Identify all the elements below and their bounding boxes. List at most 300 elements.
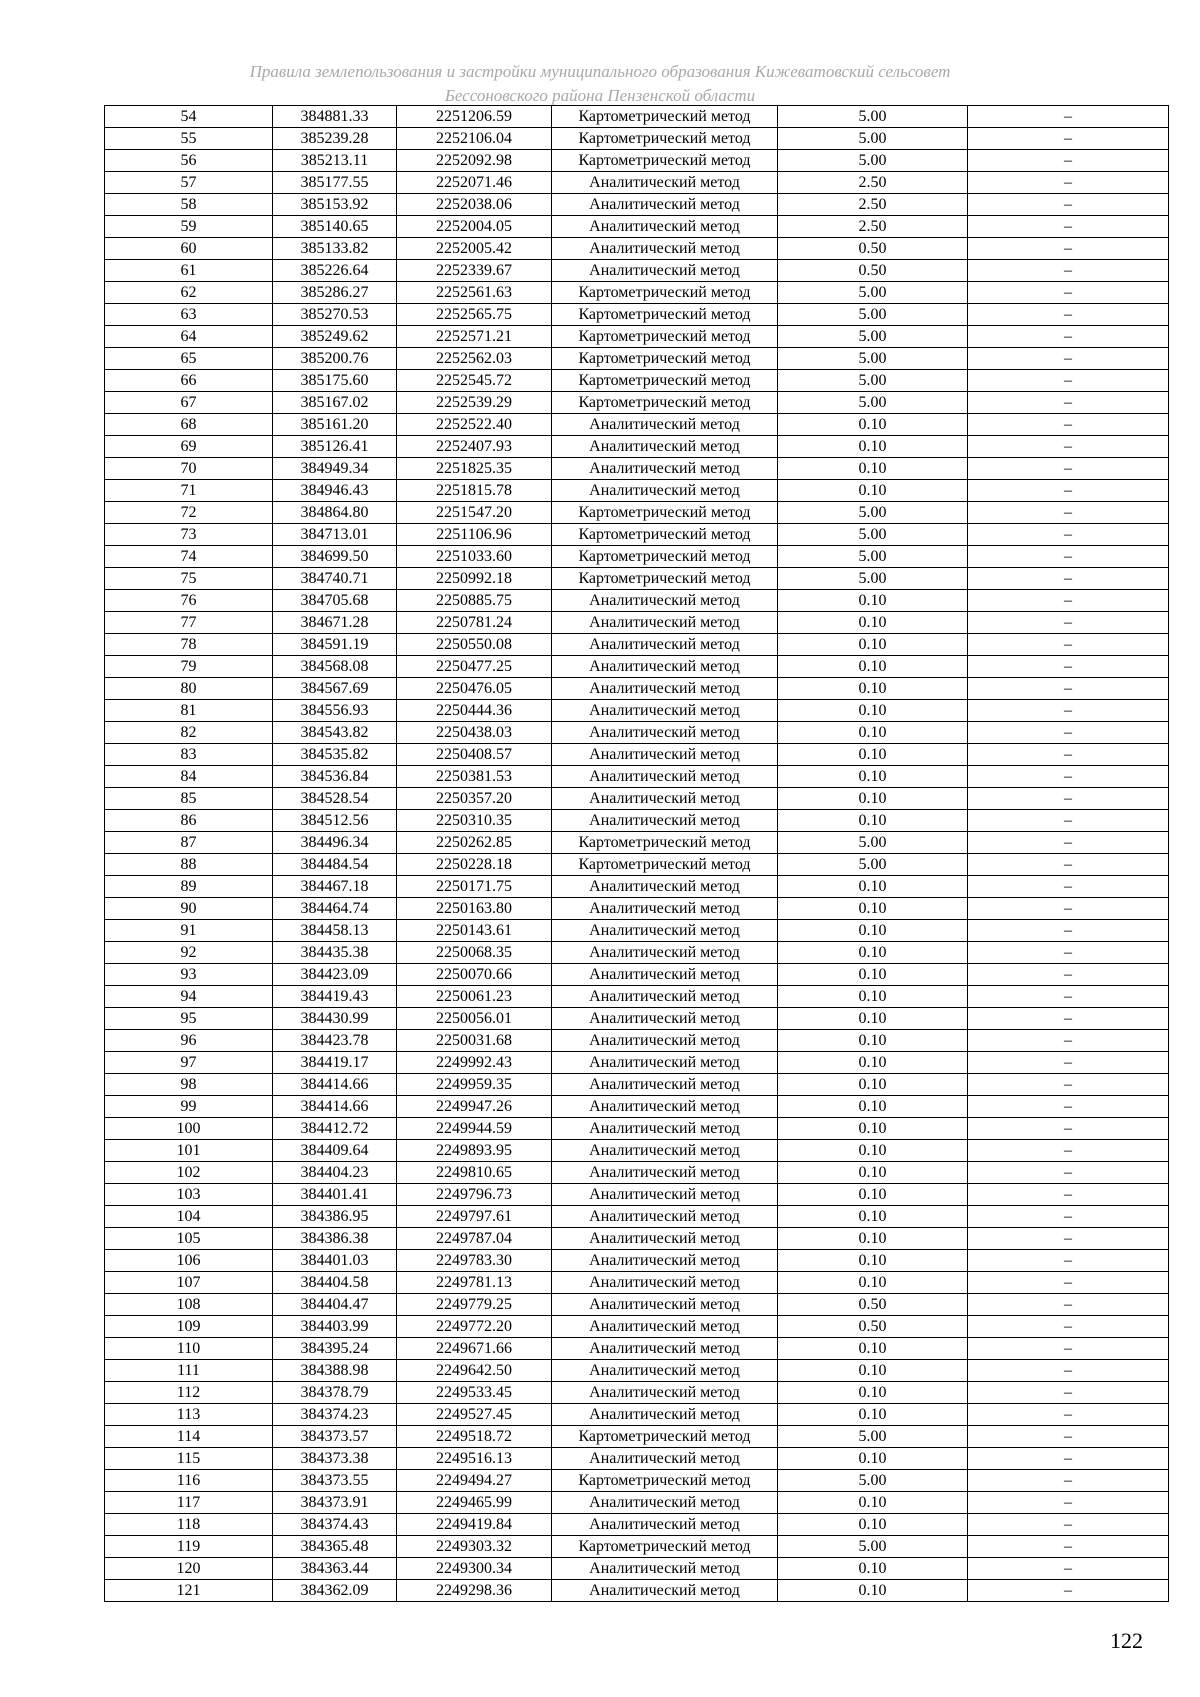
- method-cell: Аналитический метод: [552, 810, 778, 832]
- method-cell: Картометрический метод: [552, 282, 778, 304]
- description-cell: –: [968, 304, 1169, 326]
- description-cell: –: [968, 1074, 1169, 1096]
- description-cell: –: [968, 1162, 1169, 1184]
- description-cell: –: [968, 282, 1169, 304]
- table-row: [105, 194, 1169, 216]
- accuracy-cell: 5.00: [778, 502, 968, 524]
- table-row: [105, 1052, 1169, 1074]
- accuracy-cell: 0.10: [778, 920, 968, 942]
- description-cell: –: [968, 656, 1169, 678]
- description-cell: –: [968, 1184, 1169, 1206]
- y-coordinate-cell: 2249783.30: [397, 1250, 552, 1272]
- accuracy-cell: 0.10: [778, 964, 968, 986]
- y-coordinate-cell: 2252339.67: [397, 260, 552, 282]
- point-number-cell: 83: [105, 744, 273, 766]
- point-number-cell: 89: [105, 876, 273, 898]
- accuracy-cell: 0.10: [778, 1206, 968, 1228]
- accuracy-cell: 0.10: [778, 1492, 968, 1514]
- point-number-cell: 57: [105, 172, 273, 194]
- table-row: [105, 1030, 1169, 1052]
- method-cell: Картометрический метод: [552, 348, 778, 370]
- description-cell: –: [968, 612, 1169, 634]
- description-cell: –: [968, 1250, 1169, 1272]
- y-coordinate-cell: 2252545.72: [397, 370, 552, 392]
- accuracy-cell: 0.10: [778, 1272, 968, 1294]
- description-cell: –: [968, 876, 1169, 898]
- description-cell: –: [968, 1426, 1169, 1448]
- accuracy-cell: 0.10: [778, 986, 968, 1008]
- accuracy-cell: 0.10: [778, 1118, 968, 1140]
- table-row: [105, 1096, 1169, 1118]
- x-coordinate-cell: 384373.91: [273, 1492, 397, 1514]
- description-cell: –: [968, 722, 1169, 744]
- method-cell: Аналитический метод: [552, 766, 778, 788]
- accuracy-cell: 0.10: [778, 414, 968, 436]
- description-cell: –: [968, 458, 1169, 480]
- y-coordinate-cell: 2249527.45: [397, 1404, 552, 1426]
- x-coordinate-cell: 384404.47: [273, 1294, 397, 1316]
- description-cell: –: [968, 634, 1169, 656]
- method-cell: Аналитический метод: [552, 1404, 778, 1426]
- method-cell: Аналитический метод: [552, 634, 778, 656]
- x-coordinate-cell: 384409.64: [273, 1140, 397, 1162]
- accuracy-cell: 5.00: [778, 1470, 968, 1492]
- accuracy-cell: 2.50: [778, 172, 968, 194]
- x-coordinate-cell: 384705.68: [273, 590, 397, 612]
- table-row: [105, 634, 1169, 656]
- accuracy-cell: 5.00: [778, 568, 968, 590]
- x-coordinate-cell: 384365.48: [273, 1536, 397, 1558]
- description-cell: –: [968, 502, 1169, 524]
- y-coordinate-cell: 2249772.20: [397, 1316, 552, 1338]
- description-cell: –: [968, 1096, 1169, 1118]
- method-cell: Аналитический метод: [552, 1118, 778, 1140]
- description-cell: –: [968, 1206, 1169, 1228]
- accuracy-cell: 0.50: [778, 238, 968, 260]
- x-coordinate-cell: 384374.23: [273, 1404, 397, 1426]
- description-cell: –: [968, 1294, 1169, 1316]
- accuracy-cell: 0.50: [778, 260, 968, 282]
- x-coordinate-cell: 385239.28: [273, 128, 397, 150]
- description-cell: –: [968, 744, 1169, 766]
- accuracy-cell: 0.50: [778, 1294, 968, 1316]
- x-coordinate-cell: 385177.55: [273, 172, 397, 194]
- description-cell: –: [968, 414, 1169, 436]
- method-cell: Картометрический метод: [552, 1426, 778, 1448]
- x-coordinate-cell: 384401.41: [273, 1184, 397, 1206]
- method-cell: Картометрический метод: [552, 854, 778, 876]
- point-number-cell: 120: [105, 1558, 273, 1580]
- x-coordinate-cell: 384423.09: [273, 964, 397, 986]
- table-row: [105, 546, 1169, 568]
- point-number-cell: 107: [105, 1272, 273, 1294]
- point-number-cell: 119: [105, 1536, 273, 1558]
- accuracy-cell: 0.10: [778, 612, 968, 634]
- y-coordinate-cell: 2252561.63: [397, 282, 552, 304]
- table-row: [105, 612, 1169, 634]
- y-coordinate-cell: 2249779.25: [397, 1294, 552, 1316]
- description-cell: –: [968, 766, 1169, 788]
- description-cell: –: [968, 106, 1169, 128]
- y-coordinate-cell: 2250992.18: [397, 568, 552, 590]
- y-coordinate-cell: 2250438.03: [397, 722, 552, 744]
- method-cell: Аналитический метод: [552, 788, 778, 810]
- x-coordinate-cell: 384374.43: [273, 1514, 397, 1536]
- description-cell: –: [968, 260, 1169, 282]
- point-number-cell: 97: [105, 1052, 273, 1074]
- method-cell: Картометрический метод: [552, 128, 778, 150]
- y-coordinate-cell: 2249303.32: [397, 1536, 552, 1558]
- accuracy-cell: 0.10: [778, 898, 968, 920]
- table-row: [105, 678, 1169, 700]
- accuracy-cell: 0.10: [778, 1514, 968, 1536]
- point-number-cell: 86: [105, 810, 273, 832]
- accuracy-cell: 0.10: [778, 1162, 968, 1184]
- y-coordinate-cell: 2250070.66: [397, 964, 552, 986]
- point-number-cell: 117: [105, 1492, 273, 1514]
- point-number-cell: 66: [105, 370, 273, 392]
- point-number-cell: 78: [105, 634, 273, 656]
- accuracy-cell: 5.00: [778, 128, 968, 150]
- header-line-2: Бессоновского района Пензенской области: [444, 86, 756, 105]
- x-coordinate-cell: 384363.44: [273, 1558, 397, 1580]
- point-number-cell: 87: [105, 832, 273, 854]
- accuracy-cell: 0.10: [778, 1404, 968, 1426]
- y-coordinate-cell: 2252005.42: [397, 238, 552, 260]
- table-row: [105, 282, 1169, 304]
- table-row: [105, 436, 1169, 458]
- y-coordinate-cell: 2249518.72: [397, 1426, 552, 1448]
- table-row: [105, 1228, 1169, 1250]
- description-cell: –: [968, 964, 1169, 986]
- point-number-cell: 75: [105, 568, 273, 590]
- table-row: [105, 260, 1169, 282]
- point-number-cell: 111: [105, 1360, 273, 1382]
- table-row: [105, 1118, 1169, 1140]
- x-coordinate-cell: 385226.64: [273, 260, 397, 282]
- description-cell: –: [968, 1360, 1169, 1382]
- accuracy-cell: 0.10: [778, 1052, 968, 1074]
- x-coordinate-cell: 384699.50: [273, 546, 397, 568]
- x-coordinate-cell: 384362.09: [273, 1580, 397, 1602]
- table-row: [105, 1536, 1169, 1558]
- y-coordinate-cell: 2250143.61: [397, 920, 552, 942]
- table-row: [105, 876, 1169, 898]
- method-cell: Аналитический метод: [552, 898, 778, 920]
- y-coordinate-cell: 2250061.23: [397, 986, 552, 1008]
- method-cell: Аналитический метод: [552, 260, 778, 282]
- description-cell: –: [968, 1008, 1169, 1030]
- accuracy-cell: 5.00: [778, 392, 968, 414]
- description-cell: –: [968, 1316, 1169, 1338]
- x-coordinate-cell: 384404.58: [273, 1272, 397, 1294]
- x-coordinate-cell: 385161.20: [273, 414, 397, 436]
- coordinates-table: [104, 105, 1169, 1602]
- accuracy-cell: 0.10: [778, 458, 968, 480]
- description-cell: –: [968, 700, 1169, 722]
- method-cell: Картометрический метод: [552, 370, 778, 392]
- x-coordinate-cell: 384414.66: [273, 1096, 397, 1118]
- x-coordinate-cell: 385249.62: [273, 326, 397, 348]
- x-coordinate-cell: 384864.80: [273, 502, 397, 524]
- y-coordinate-cell: 2250477.25: [397, 656, 552, 678]
- table-row: [105, 832, 1169, 854]
- accuracy-cell: 5.00: [778, 304, 968, 326]
- point-number-cell: 70: [105, 458, 273, 480]
- y-coordinate-cell: 2249516.13: [397, 1448, 552, 1470]
- accuracy-cell: 0.10: [778, 480, 968, 502]
- method-cell: Аналитический метод: [552, 656, 778, 678]
- description-cell: –: [968, 854, 1169, 876]
- table-row: [105, 128, 1169, 150]
- table-row: [105, 480, 1169, 502]
- description-cell: –: [968, 568, 1169, 590]
- x-coordinate-cell: 384591.19: [273, 634, 397, 656]
- method-cell: Аналитический метод: [552, 1338, 778, 1360]
- table-row: [105, 304, 1169, 326]
- x-coordinate-cell: 385167.02: [273, 392, 397, 414]
- accuracy-cell: 0.10: [778, 656, 968, 678]
- x-coordinate-cell: 384423.78: [273, 1030, 397, 1052]
- method-cell: Аналитический метод: [552, 1580, 778, 1602]
- x-coordinate-cell: 384412.72: [273, 1118, 397, 1140]
- description-cell: –: [968, 1052, 1169, 1074]
- y-coordinate-cell: 2249465.99: [397, 1492, 552, 1514]
- table-row: [105, 920, 1169, 942]
- x-coordinate-cell: 385140.65: [273, 216, 397, 238]
- description-cell: –: [968, 1470, 1169, 1492]
- y-coordinate-cell: 2252407.93: [397, 436, 552, 458]
- table-row: [105, 722, 1169, 744]
- point-number-cell: 94: [105, 986, 273, 1008]
- method-cell: Аналитический метод: [552, 1294, 778, 1316]
- description-cell: –: [968, 326, 1169, 348]
- point-number-cell: 61: [105, 260, 273, 282]
- y-coordinate-cell: 2249893.95: [397, 1140, 552, 1162]
- method-cell: Картометрический метод: [552, 568, 778, 590]
- table-row: [105, 1470, 1169, 1492]
- point-number-cell: 80: [105, 678, 273, 700]
- description-cell: –: [968, 1536, 1169, 1558]
- accuracy-cell: 5.00: [778, 524, 968, 546]
- y-coordinate-cell: 2252004.05: [397, 216, 552, 238]
- method-cell: Аналитический метод: [552, 238, 778, 260]
- method-cell: Аналитический метод: [552, 722, 778, 744]
- method-cell: Аналитический метод: [552, 194, 778, 216]
- point-number-cell: 77: [105, 612, 273, 634]
- y-coordinate-cell: 2250310.35: [397, 810, 552, 832]
- point-number-cell: 114: [105, 1426, 273, 1448]
- y-coordinate-cell: 2252562.03: [397, 348, 552, 370]
- point-number-cell: 108: [105, 1294, 273, 1316]
- point-number-cell: 121: [105, 1580, 273, 1602]
- table-row: [105, 106, 1169, 128]
- point-number-cell: 104: [105, 1206, 273, 1228]
- x-coordinate-cell: 384458.13: [273, 920, 397, 942]
- x-coordinate-cell: 384403.99: [273, 1316, 397, 1338]
- table-row: [105, 1206, 1169, 1228]
- method-cell: Картометрический метод: [552, 150, 778, 172]
- y-coordinate-cell: 2249797.61: [397, 1206, 552, 1228]
- description-cell: –: [968, 1580, 1169, 1602]
- method-cell: Картометрический метод: [552, 832, 778, 854]
- x-coordinate-cell: 385175.60: [273, 370, 397, 392]
- y-coordinate-cell: 2249959.35: [397, 1074, 552, 1096]
- x-coordinate-cell: 385270.53: [273, 304, 397, 326]
- x-coordinate-cell: 384496.34: [273, 832, 397, 854]
- y-coordinate-cell: 2249494.27: [397, 1470, 552, 1492]
- y-coordinate-cell: 2252071.46: [397, 172, 552, 194]
- point-number-cell: 112: [105, 1382, 273, 1404]
- method-cell: Аналитический метод: [552, 942, 778, 964]
- point-number-cell: 79: [105, 656, 273, 678]
- method-cell: Аналитический метод: [552, 1074, 778, 1096]
- point-number-cell: 96: [105, 1030, 273, 1052]
- page-number: 122: [1110, 1628, 1143, 1653]
- method-cell: Аналитический метод: [552, 172, 778, 194]
- x-coordinate-cell: 384536.84: [273, 766, 397, 788]
- method-cell: Картометрический метод: [552, 326, 778, 348]
- y-coordinate-cell: 2252106.04: [397, 128, 552, 150]
- x-coordinate-cell: 384543.82: [273, 722, 397, 744]
- y-coordinate-cell: 2249947.26: [397, 1096, 552, 1118]
- accuracy-cell: 0.10: [778, 876, 968, 898]
- x-coordinate-cell: 384713.01: [273, 524, 397, 546]
- accuracy-cell: 0.50: [778, 1316, 968, 1338]
- point-number-cell: 116: [105, 1470, 273, 1492]
- y-coordinate-cell: 2252038.06: [397, 194, 552, 216]
- table-row: [105, 1250, 1169, 1272]
- description-cell: –: [968, 524, 1169, 546]
- accuracy-cell: 5.00: [778, 1536, 968, 1558]
- y-coordinate-cell: 2249298.36: [397, 1580, 552, 1602]
- accuracy-cell: 5.00: [778, 282, 968, 304]
- x-coordinate-cell: 384404.23: [273, 1162, 397, 1184]
- y-coordinate-cell: 2250885.75: [397, 590, 552, 612]
- point-number-cell: 62: [105, 282, 273, 304]
- point-number-cell: 106: [105, 1250, 273, 1272]
- y-coordinate-cell: 2250068.35: [397, 942, 552, 964]
- x-coordinate-cell: 384484.54: [273, 854, 397, 876]
- description-cell: –: [968, 678, 1169, 700]
- table-row: [105, 1316, 1169, 1338]
- table-row: [105, 964, 1169, 986]
- method-cell: Картометрический метод: [552, 502, 778, 524]
- method-cell: Аналитический метод: [552, 678, 778, 700]
- description-cell: –: [968, 436, 1169, 458]
- point-number-cell: 110: [105, 1338, 273, 1360]
- y-coordinate-cell: 2251815.78: [397, 480, 552, 502]
- x-coordinate-cell: 384740.71: [273, 568, 397, 590]
- y-coordinate-cell: 2250228.18: [397, 854, 552, 876]
- method-cell: Аналитический метод: [552, 1492, 778, 1514]
- table-row: [105, 150, 1169, 172]
- y-coordinate-cell: 2249419.84: [397, 1514, 552, 1536]
- accuracy-cell: 0.10: [778, 1184, 968, 1206]
- description-cell: –: [968, 986, 1169, 1008]
- method-cell: Картометрический метод: [552, 546, 778, 568]
- method-cell: Аналитический метод: [552, 1008, 778, 1030]
- accuracy-cell: 0.10: [778, 700, 968, 722]
- x-coordinate-cell: 384464.74: [273, 898, 397, 920]
- method-cell: Аналитический метод: [552, 1250, 778, 1272]
- y-coordinate-cell: 2249787.04: [397, 1228, 552, 1250]
- description-cell: –: [968, 1030, 1169, 1052]
- y-coordinate-cell: 2251206.59: [397, 106, 552, 128]
- x-coordinate-cell: 384535.82: [273, 744, 397, 766]
- table-row: [105, 1492, 1169, 1514]
- table-row: [105, 766, 1169, 788]
- x-coordinate-cell: 384671.28: [273, 612, 397, 634]
- table-row: [105, 1558, 1169, 1580]
- description-cell: –: [968, 348, 1169, 370]
- accuracy-cell: 0.10: [778, 1030, 968, 1052]
- method-cell: Картометрический метод: [552, 1470, 778, 1492]
- description-cell: –: [968, 1404, 1169, 1426]
- table-row: [105, 1338, 1169, 1360]
- accuracy-cell: 2.50: [778, 194, 968, 216]
- y-coordinate-cell: 2249944.59: [397, 1118, 552, 1140]
- method-cell: Аналитический метод: [552, 920, 778, 942]
- description-cell: –: [968, 238, 1169, 260]
- x-coordinate-cell: 384419.17: [273, 1052, 397, 1074]
- table-row: [105, 1162, 1169, 1184]
- y-coordinate-cell: 2249642.50: [397, 1360, 552, 1382]
- accuracy-cell: 5.00: [778, 348, 968, 370]
- description-cell: –: [968, 216, 1169, 238]
- y-coordinate-cell: 2251106.96: [397, 524, 552, 546]
- y-coordinate-cell: 2252571.21: [397, 326, 552, 348]
- method-cell: Аналитический метод: [552, 1272, 778, 1294]
- description-cell: –: [968, 1382, 1169, 1404]
- table-row: [105, 942, 1169, 964]
- point-number-cell: 64: [105, 326, 273, 348]
- y-coordinate-cell: 2252522.40: [397, 414, 552, 436]
- table-row: [105, 568, 1169, 590]
- accuracy-cell: 0.10: [778, 1382, 968, 1404]
- description-cell: –: [968, 370, 1169, 392]
- y-coordinate-cell: 2249533.45: [397, 1382, 552, 1404]
- accuracy-cell: 5.00: [778, 832, 968, 854]
- x-coordinate-cell: 384568.08: [273, 656, 397, 678]
- accuracy-cell: 0.10: [778, 1360, 968, 1382]
- description-cell: –: [968, 920, 1169, 942]
- x-coordinate-cell: 384946.43: [273, 480, 397, 502]
- accuracy-cell: 0.10: [778, 788, 968, 810]
- y-coordinate-cell: 2250408.57: [397, 744, 552, 766]
- point-number-cell: 105: [105, 1228, 273, 1250]
- method-cell: Картометрический метод: [552, 1536, 778, 1558]
- point-number-cell: 101: [105, 1140, 273, 1162]
- table-row: [105, 986, 1169, 1008]
- x-coordinate-cell: 384395.24: [273, 1338, 397, 1360]
- accuracy-cell: 0.10: [778, 766, 968, 788]
- point-number-cell: 76: [105, 590, 273, 612]
- table-row: [105, 1360, 1169, 1382]
- x-coordinate-cell: 385153.92: [273, 194, 397, 216]
- accuracy-cell: 0.10: [778, 1008, 968, 1030]
- description-cell: –: [968, 194, 1169, 216]
- method-cell: Аналитический метод: [552, 1162, 778, 1184]
- x-coordinate-cell: 384512.56: [273, 810, 397, 832]
- description-cell: –: [968, 1228, 1169, 1250]
- accuracy-cell: 0.10: [778, 1448, 968, 1470]
- description-cell: –: [968, 1448, 1169, 1470]
- point-number-cell: 65: [105, 348, 273, 370]
- description-cell: –: [968, 898, 1169, 920]
- method-cell: Аналитический метод: [552, 480, 778, 502]
- accuracy-cell: 0.10: [778, 1074, 968, 1096]
